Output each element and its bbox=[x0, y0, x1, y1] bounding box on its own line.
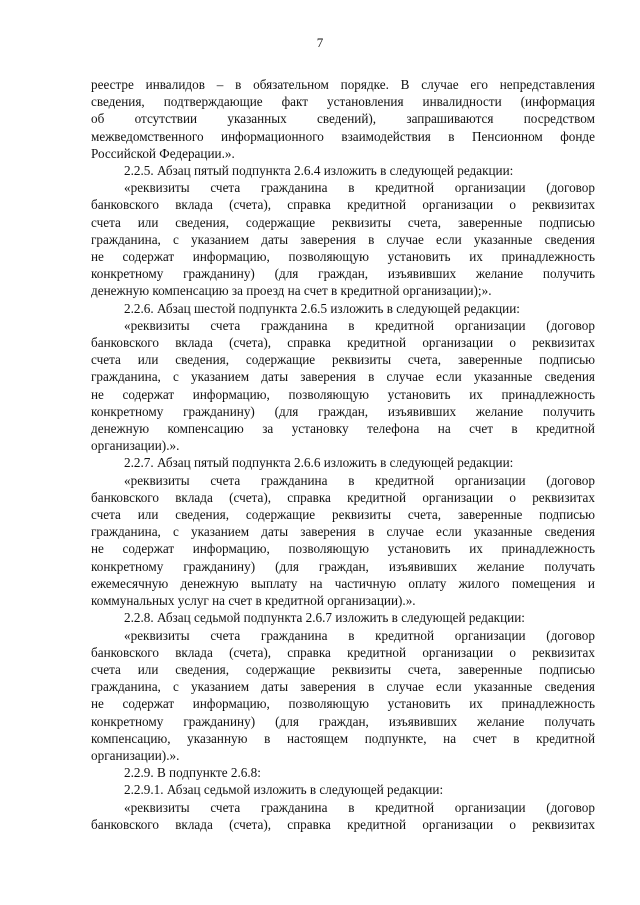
text-line: ежемесячную денежную выплату на частичную оплату жилого помещения и bbox=[91, 575, 595, 591]
text-line: банковского вклада (счета), справка кредитной организации о реквизитах bbox=[91, 644, 595, 660]
text-line: не содержат информацию, позволяющую установить их принадлежность bbox=[91, 541, 595, 557]
text-line: «реквизиты счета гражданина в кредитной организации (договор bbox=[124, 799, 595, 815]
text-line: организации).». bbox=[91, 747, 180, 763]
text-line: конкретному гражданину) (для граждан, изъявивших желание получать bbox=[91, 713, 595, 729]
text-line: гражданина, с указанием даты заверения в случае если указанные сведения bbox=[91, 369, 595, 385]
text-line: счета или сведения, содержащие реквизиты счета, заверенные подписью bbox=[91, 661, 595, 677]
text-line: 2.2.6. Абзац шестой подпункта 2.6.5 изложить в следующей редакции: bbox=[124, 300, 520, 316]
text-line: банковского вклада (счета), справка кредитной организации о реквизитах bbox=[91, 335, 595, 351]
text-line: гражданина, с указанием даты заверения в случае если указанные сведения bbox=[91, 679, 595, 695]
text-line: конкретному гражданину) (для граждан, изъявивших желание получить bbox=[91, 266, 595, 282]
text-line: 2.2.9. В подпункте 2.6.8: bbox=[124, 765, 261, 781]
page-number: 7 bbox=[316, 35, 324, 50]
text-line: счета или сведения, содержащие реквизиты счета, заверенные подписью bbox=[91, 214, 595, 230]
text-line: денежную компенсацию за установку телефона на счет в кредитной bbox=[91, 421, 595, 437]
text-line: компенсацию, указанную в настоящем подпункте, на счет в кредитной bbox=[91, 730, 595, 746]
text-line: счета или сведения, содержащие реквизиты счета, заверенные подписью bbox=[91, 352, 595, 368]
body-text bbox=[91, 76, 595, 833]
text-line: не содержат информацию, позволяющую установить их принадлежность bbox=[91, 249, 595, 265]
text-line: сведения, подтверждающие факт установления инвалидности (информация bbox=[91, 94, 595, 110]
text-line: конкретному гражданину) (для граждан, изъявивших желание получать bbox=[91, 558, 595, 574]
text-line: счета или сведения, содержащие реквизиты счета, заверенные подписью bbox=[91, 507, 595, 523]
text-line: не содержат информацию, позволяющую установить их принадлежность bbox=[91, 696, 595, 712]
text-line: об отсутствии указанных сведений), запрашиваются посредством bbox=[91, 111, 595, 127]
text-line: «реквизиты счета гражданина в кредитной организации (договор bbox=[124, 472, 595, 488]
text-line: «реквизиты счета гражданина в кредитной организации (договор bbox=[124, 317, 595, 333]
text-line: 2.2.8. Абзац седьмой подпункта 2.6.7 изложить в следующей редакции: bbox=[124, 610, 525, 626]
text-line: «реквизиты счета гражданина в кредитной организации (договор bbox=[124, 627, 595, 643]
text-line: 2.2.9.1. Абзац седьмой изложить в следующей редакции: bbox=[124, 782, 444, 798]
text-line: межведомственного информационного взаимодействия в Пенсионном фонде bbox=[91, 128, 595, 144]
text-line: гражданина, с указанием даты заверения в случае если указанные сведения bbox=[91, 524, 595, 540]
text-line: Российской Федерации.». bbox=[91, 145, 235, 161]
text-line: не содержат информацию, позволяющую установить их принадлежность bbox=[91, 386, 595, 402]
text-line: банковского вклада (счета), справка кредитной организации о реквизитах bbox=[91, 197, 595, 213]
text-line: гражданина, с указанием даты заверения в случае если указанные сведения bbox=[91, 231, 595, 247]
text-line: денежную компенсацию за проезд на счет в кредитной организации);». bbox=[91, 283, 492, 299]
text-line: банковского вклада (счета), справка кредитной организации о реквизитах bbox=[91, 816, 595, 832]
text-line: конкретному гражданину) (для граждан, изъявивших желание получить bbox=[91, 403, 595, 419]
text-line: организации).». bbox=[91, 438, 180, 454]
text-line: 2.2.5. Абзац пятый подпункта 2.6.4 изложить в следующей редакции: bbox=[124, 163, 514, 179]
text-line: коммунальных услуг на счет в кредитной организации).». bbox=[91, 593, 416, 609]
text-line: банковского вклада (счета), справка кредитной организации о реквизитах bbox=[91, 489, 595, 505]
text-line: «реквизиты счета гражданина в кредитной организации (договор bbox=[124, 180, 595, 196]
text-line: 2.2.7. Абзац пятый подпункта 2.6.6 изложить в следующей редакции: bbox=[124, 455, 514, 471]
text-line: реестре инвалидов – в обязательном порядке. В случае его непредставления bbox=[91, 77, 595, 92]
